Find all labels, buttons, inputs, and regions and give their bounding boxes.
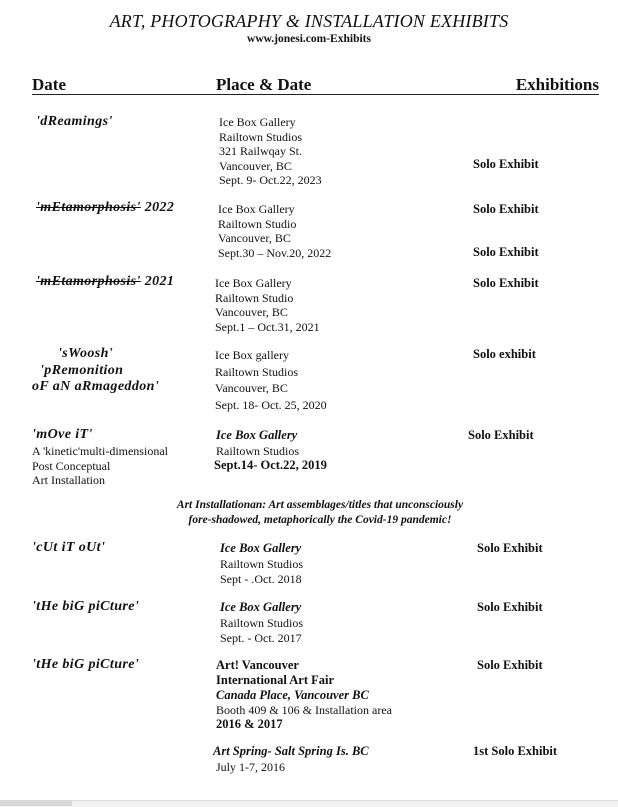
exhibit-gallery: Ice Box Gallery: [216, 428, 298, 442]
exhibit-title-big-picture: 'tHe biG piCture': [32, 657, 140, 672]
header-divider: [32, 94, 599, 95]
exhibit-gallery: Ice Box Gallery: [220, 541, 302, 555]
column-header-date: Date: [32, 75, 66, 94]
exhibit-status: Solo Exhibit: [477, 658, 543, 672]
exhibit-date: July 1-7, 2016: [216, 760, 285, 774]
exhibit-title-dreamings: 'dReamings': [36, 114, 113, 129]
exhibit-place: Ice Box Gallery Railtown Studio Vancouver, BC Sept.1 – Oct.31, 2021: [215, 276, 320, 334]
exhibit-description: A 'kinetic'multi-dimensional Post Conceptual Art Installation: [32, 444, 168, 488]
exhibit-booth: Booth 409 & 106 & Installation area: [216, 703, 392, 717]
scrollbar-thumb[interactable]: [0, 800, 72, 806]
exhibit-status: Solo Exhibit: [468, 428, 534, 442]
exhibit-place: Railtown Studios Sept. - Oct. 2017: [220, 616, 304, 645]
exhibit-status: Solo Exhibit: [477, 541, 543, 555]
exhibit-status: Solo Exhibit: [473, 157, 539, 171]
exhibit-place: Railtown Studios Sept - .Oct. 2018: [220, 557, 304, 586]
exhibit-title-premonition: 'pRemonition: [40, 363, 124, 378]
exhibit-title-metamorphosis-2022: 'mEtamorphosis' 2022: [36, 200, 175, 215]
exhibit-title-swoosh: 'sWoosh': [58, 346, 114, 361]
exhibit-place: Ice Box Gallery Railtown Studios 321 Railwqay St. Vancouver, BC Sept. 9- Oct.22, 2023: [219, 115, 322, 188]
exhibit-title-metamorphosis-2021: 'mEtamorphosis' 2021: [36, 274, 175, 289]
column-header-exhibitions: Exhibitions: [515, 75, 599, 94]
exhibit-place: Ice Box Gallery Railtown Studio Vancouver, BC Sept.30 – Nov.20, 2022: [218, 202, 332, 260]
exhibit-years: 2016 & 2017: [216, 717, 283, 731]
installation-note: Art Installationan: Art assemblages/titles that unconsciously fore-shadowed, metaphorically the Covid-19 pandemic!: [176, 499, 464, 526]
exhibit-status: Solo Exhibit: [473, 202, 539, 216]
exhibit-date: Sept.14- Oct.22, 2019: [214, 458, 327, 472]
page-title: ART, PHOTOGRAPHY & INSTALLATION EXHIBITS: [109, 11, 509, 31]
column-header-place: Place & Date: [216, 75, 312, 94]
exhibit-status: 1st Solo Exhibit: [473, 744, 558, 758]
exhibit-title-move-it: 'mOve iT': [32, 427, 93, 442]
exhibit-fair: Art! Vancouver International Art Fair: [216, 658, 335, 687]
exhibit-venue: Canada Place, Vancouver BC: [216, 688, 369, 702]
exhibit-studio: Railtown Studios: [216, 444, 300, 458]
exhibit-status: Solo Exhibit: [473, 245, 539, 259]
exhibit-gallery: Ice Box Gallery: [220, 600, 302, 614]
exhibit-place: Ice Box gallery Railtown Studios Vancouver, BC Sept. 18- Oct. 25, 2020: [215, 348, 327, 412]
exhibit-status: Solo Exhibit: [473, 276, 539, 290]
exhibit-title-cut-it-out: 'cUt iT oUt': [32, 540, 106, 555]
exhibit-status: Solo exhibit: [473, 347, 536, 361]
exhibit-status: Solo Exhibit: [477, 600, 543, 614]
exhibit-title-armageddon: oF aN aRmageddon': [32, 379, 160, 394]
exhibit-title-big-picture: 'tHe biG piCture': [32, 599, 140, 614]
exhibit-event: Art Spring- Salt Spring Is. BC: [213, 744, 369, 758]
website-link[interactable]: www.jonesi.com-Exhibits: [247, 33, 371, 45]
